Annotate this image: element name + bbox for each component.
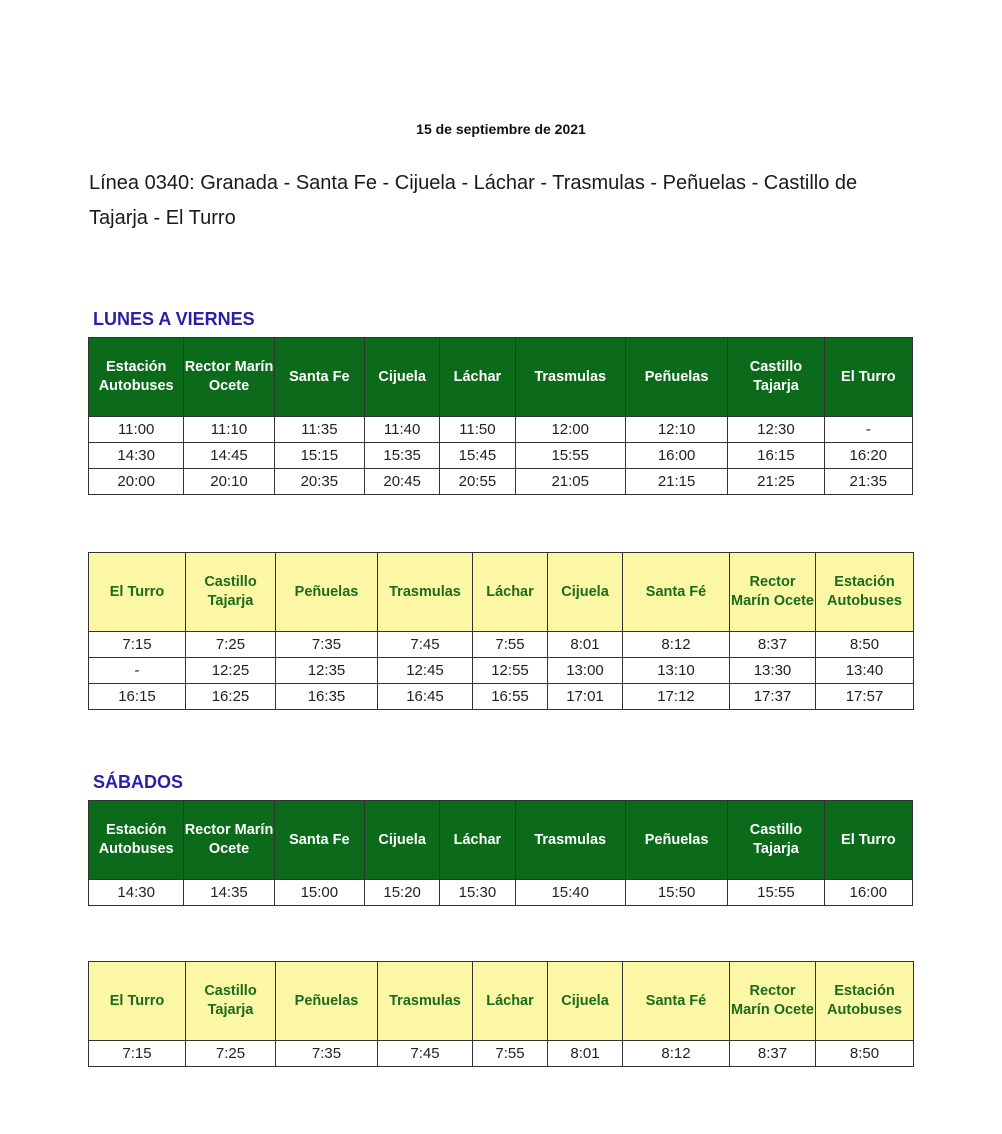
time-cell: 8:37 [730, 632, 816, 658]
time-cell: 17:12 [623, 684, 730, 710]
time-cell: 12:25 [186, 658, 276, 684]
column-header: El Turro [89, 962, 186, 1041]
column-header: Santa Fé [623, 553, 730, 632]
time-cell: - [89, 658, 186, 684]
column-header: Estación Autobuses [816, 962, 914, 1041]
time-cell: 20:55 [440, 469, 515, 495]
column-header: Rector Marín Ocete [184, 801, 274, 880]
column-header: Peñuelas [276, 962, 378, 1041]
time-cell: 16:20 [824, 443, 912, 469]
line-title: Línea 0340: Granada - Santa Fe - Cijuela - Láchar - Trasmulas - Peñuelas - Castillo de Tajarja - El Turro [89, 172, 858, 229]
column-header: Cijuela [365, 801, 440, 880]
column-header: Trasmulas [378, 553, 473, 632]
document-date: 15 de septiembre de 2021 [416, 121, 586, 137]
time-cell: 16:15 [89, 684, 186, 710]
time-cell: 8:01 [548, 1041, 623, 1067]
time-cell: 7:35 [276, 1041, 378, 1067]
column-header: El Turro [824, 338, 912, 417]
time-cell: 12:35 [276, 658, 378, 684]
time-cell: 15:45 [440, 443, 515, 469]
time-cell: 14:45 [184, 443, 274, 469]
column-header: El Turro [89, 553, 186, 632]
time-cell: 8:12 [623, 1041, 730, 1067]
time-cell: 20:45 [365, 469, 440, 495]
time-cell: - [824, 417, 912, 443]
time-cell: 8:50 [816, 1041, 914, 1067]
column-header: Peñuelas [625, 338, 727, 417]
time-cell: 16:35 [276, 684, 378, 710]
column-header: Cijuela [365, 338, 440, 417]
time-cell: 8:01 [548, 632, 623, 658]
time-cell: 16:55 [473, 684, 548, 710]
time-cell: 12:30 [728, 417, 824, 443]
time-cell: 17:01 [548, 684, 623, 710]
time-cell: 15:30 [440, 880, 515, 906]
time-cell: 20:35 [274, 469, 364, 495]
time-cell: 16:15 [728, 443, 824, 469]
time-cell: 15:55 [728, 880, 824, 906]
column-header: Castillo Tajarja [186, 962, 276, 1041]
header-row [89, 801, 913, 880]
column-header: Láchar [473, 962, 548, 1041]
time-cell: 7:55 [473, 1041, 548, 1067]
time-cell: 12:10 [625, 417, 727, 443]
time-cell: 21:35 [824, 469, 912, 495]
weekday-heading: LUNES A VIERNES [93, 309, 255, 329]
column-header: Trasmulas [378, 962, 473, 1041]
time-cell: 12:55 [473, 658, 548, 684]
column-header: Láchar [440, 801, 515, 880]
header-row [89, 962, 914, 1041]
time-cell: 17:57 [816, 684, 914, 710]
table-row [89, 417, 913, 443]
column-header: Castillo Tajarja [728, 801, 824, 880]
time-cell: 7:55 [473, 632, 548, 658]
time-cell: 16:45 [378, 684, 473, 710]
header-row [89, 338, 913, 417]
time-cell: 21:15 [625, 469, 727, 495]
time-cell: 17:37 [730, 684, 816, 710]
column-header: Rector Marín Ocete [730, 553, 816, 632]
column-header: Láchar [473, 553, 548, 632]
time-cell: 21:05 [515, 469, 625, 495]
table-row [89, 632, 914, 658]
column-header: Santa Fe [274, 338, 364, 417]
column-header: Rector Marín Ocete [184, 338, 274, 417]
time-cell: 11:35 [274, 417, 364, 443]
time-cell: 13:40 [816, 658, 914, 684]
time-cell: 15:15 [274, 443, 364, 469]
table-row [89, 684, 914, 710]
column-header: Cijuela [548, 553, 623, 632]
column-header: Trasmulas [515, 338, 625, 417]
weekday-return-table [88, 552, 914, 710]
table-row [89, 1041, 914, 1067]
table-row [89, 469, 913, 495]
column-header: Santa Fe [274, 801, 364, 880]
saturday-heading: SÁBADOS [93, 772, 184, 792]
time-cell: 7:15 [89, 1041, 186, 1067]
column-header: Trasmulas [515, 801, 625, 880]
table-row [89, 658, 914, 684]
column-header: Estación Autobuses [89, 801, 184, 880]
time-cell: 15:40 [515, 880, 625, 906]
time-cell: 13:00 [548, 658, 623, 684]
column-header: Peñuelas [276, 553, 378, 632]
header-row [89, 553, 914, 632]
time-cell: 20:10 [184, 469, 274, 495]
time-cell: 7:45 [378, 632, 473, 658]
time-cell: 16:00 [625, 443, 727, 469]
time-cell: 11:50 [440, 417, 515, 443]
time-cell: 15:00 [274, 880, 364, 906]
time-cell: 8:50 [816, 632, 914, 658]
saturday-outbound-table [88, 800, 913, 906]
time-cell: 12:00 [515, 417, 625, 443]
time-cell: 13:10 [623, 658, 730, 684]
column-header: Castillo Tajarja [186, 553, 276, 632]
time-cell: 15:35 [365, 443, 440, 469]
time-cell: 8:12 [623, 632, 730, 658]
time-cell: 7:25 [186, 632, 276, 658]
time-cell: 11:00 [89, 417, 184, 443]
column-header: Castillo Tajarja [728, 338, 824, 417]
column-header: Láchar [440, 338, 515, 417]
time-cell: 7:15 [89, 632, 186, 658]
saturday-return-table [88, 961, 914, 1067]
column-header: Estación Autobuses [816, 553, 914, 632]
time-cell: 11:40 [365, 417, 440, 443]
time-cell: 16:00 [824, 880, 912, 906]
time-cell: 12:45 [378, 658, 473, 684]
time-cell: 8:37 [730, 1041, 816, 1067]
time-cell: 14:35 [184, 880, 274, 906]
column-header: Cijuela [548, 962, 623, 1041]
time-cell: 21:25 [728, 469, 824, 495]
column-header: Rector Marín Ocete [730, 962, 816, 1041]
time-cell: 15:50 [625, 880, 727, 906]
time-cell: 7:35 [276, 632, 378, 658]
column-header: El Turro [824, 801, 912, 880]
time-cell: 7:45 [378, 1041, 473, 1067]
time-cell: 7:25 [186, 1041, 276, 1067]
time-cell: 11:10 [184, 417, 274, 443]
table-row [89, 443, 913, 469]
weekday-outbound-table [88, 337, 913, 495]
time-cell: 20:00 [89, 469, 184, 495]
column-header: Estación Autobuses [89, 338, 184, 417]
table-row [89, 880, 913, 906]
time-cell: 13:30 [730, 658, 816, 684]
time-cell: 14:30 [89, 443, 184, 469]
time-cell: 14:30 [89, 880, 184, 906]
column-header: Santa Fé [623, 962, 730, 1041]
time-cell: 15:55 [515, 443, 625, 469]
time-cell: 16:25 [186, 684, 276, 710]
time-cell: 15:20 [365, 880, 440, 906]
column-header: Peñuelas [625, 801, 727, 880]
